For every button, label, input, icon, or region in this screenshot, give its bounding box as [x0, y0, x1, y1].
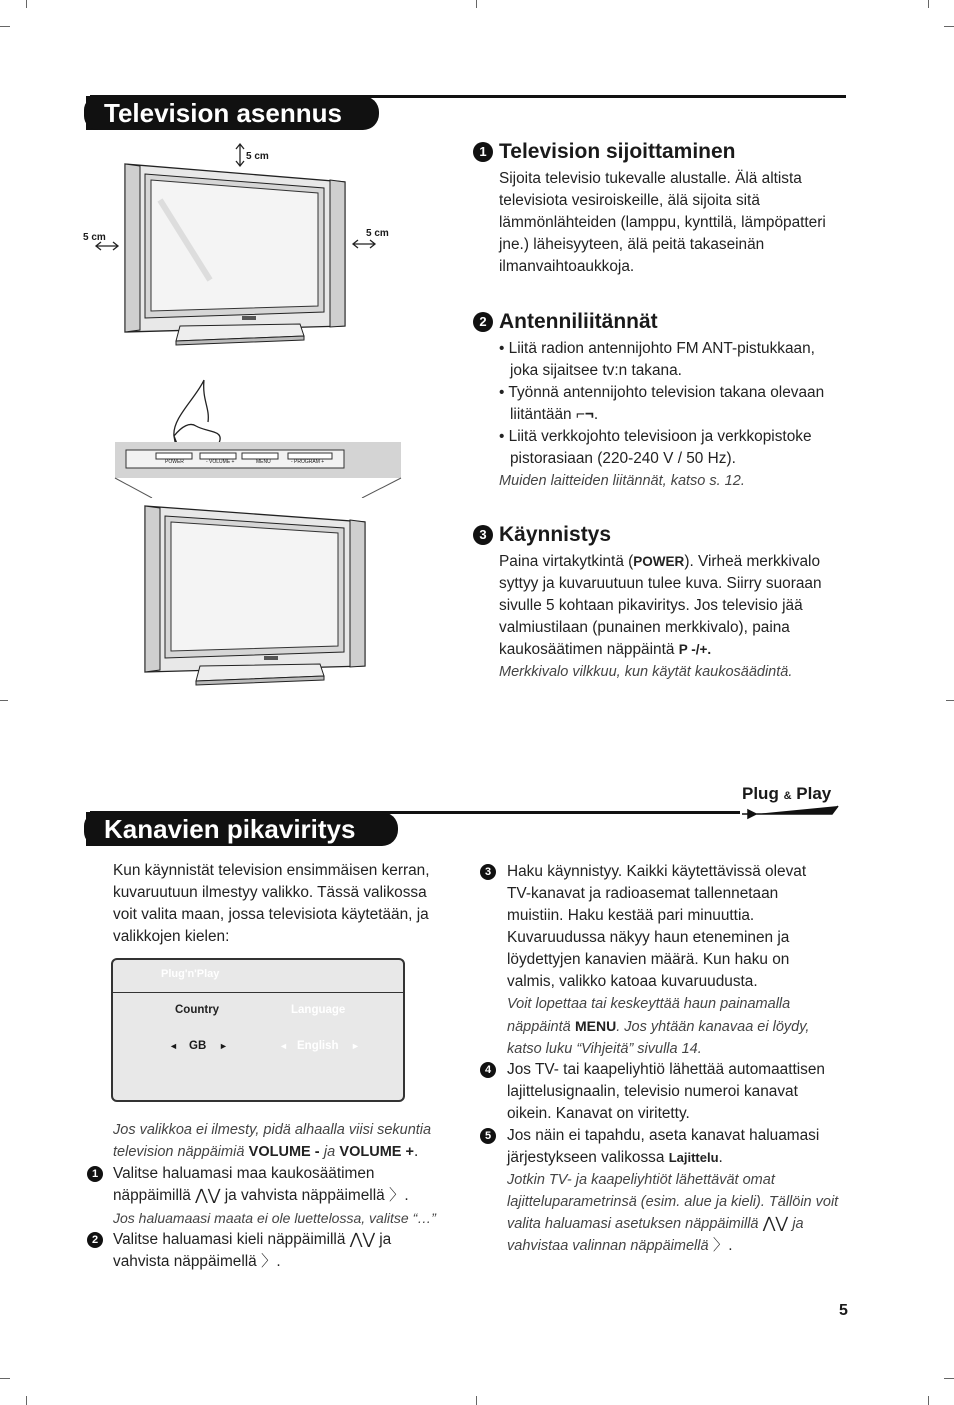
- logo-text: Plug: [742, 784, 779, 803]
- panel-program-label: - PROGRAM +: [291, 459, 325, 465]
- menu-header: [113, 960, 403, 993]
- text-run: kaukosäätimen näppäintä: [499, 641, 675, 658]
- text-run: valita haluamasi asetuksen näppäimillä: [507, 1216, 759, 1232]
- note-line: [113, 1141, 431, 1163]
- text-run: .: [276, 1253, 281, 1270]
- text-line: • Liitä verkkojohto televisioon ja verkkopistoke: [499, 428, 812, 445]
- text-line: sivulle 5 kohtaan pikaviritys. Jos televisio jää: [499, 597, 803, 614]
- text-run: P -/+.: [678, 642, 712, 657]
- step-1-number: 1: [87, 1166, 103, 1182]
- plug-icon: [740, 804, 844, 820]
- section-title: [86, 812, 398, 846]
- menu-country-label: Country: [175, 1004, 220, 1016]
- text-run: ja: [792, 1216, 804, 1232]
- step-3-number: 3: [480, 864, 496, 880]
- menu-language-label: Language: [291, 1004, 346, 1016]
- text-run: VOLUME +: [339, 1144, 414, 1160]
- arrow-right-icon: ►: [219, 1041, 228, 1051]
- note-line: [507, 1213, 838, 1235]
- note-line: Jotkin TV- ja kaapeliyhtiöt lähettävät omat: [507, 1172, 775, 1188]
- step-2-number: 2: [87, 1232, 103, 1248]
- panel-power-label: POWER: [165, 459, 184, 465]
- text-run: VOLUME -: [248, 1144, 320, 1160]
- text-line: TV-kanavat ja radioasemat tallennetaan: [507, 885, 779, 902]
- text-line: pistorasiaan (220-240 V / 50 Hz).: [510, 450, 736, 467]
- panel-menu-label: MENU: [256, 459, 271, 465]
- step-3-text: [507, 861, 809, 1060]
- text-line: • Liitä radion antennijohto FM ANT-pistukkaan,: [499, 340, 815, 357]
- up-down-arrows-icon: ⋀⋁: [195, 1187, 221, 1204]
- text-line: Haku käynnistyy. Kaikki käytettävissä olevat: [507, 863, 807, 880]
- right-arrow-icon: 〉: [388, 1187, 405, 1204]
- logo-text: &: [783, 790, 792, 802]
- text-line: [113, 1229, 391, 1251]
- text-line: [113, 1185, 436, 1207]
- text-line: [499, 404, 824, 426]
- step-4-number: 4: [480, 1062, 496, 1078]
- text-line: valikkojen kielen:: [113, 928, 230, 945]
- up-down-arrows-icon: ⋀⋁: [762, 1215, 789, 1232]
- note-line: Muiden laitteiden liitännät, katso s. 12.: [499, 473, 745, 489]
- page-number: 5: [839, 1302, 848, 1319]
- up-down-arrows-icon: ⋀⋁: [349, 1231, 375, 1248]
- text-line: löydettyjen kanavien määrä. Kun haku on: [507, 951, 790, 968]
- crop-mark: [26, 0, 27, 8]
- clearance-right-label: 5 cm: [366, 228, 389, 239]
- step-4-text: [507, 1059, 825, 1125]
- text-line: lajittelusignaalin, televisio numeroi kanavat: [507, 1083, 798, 1100]
- right-arrow-icon: 〉: [712, 1237, 729, 1254]
- text-line: valmis, valikko katoaa kuvaruudusta.: [507, 973, 758, 990]
- text-line: jne.) läheisyyteen, älä peitä takaseinän: [499, 236, 765, 253]
- step-2-text: [113, 1229, 391, 1273]
- text-line: oikein. Kanavat on viritetty.: [507, 1105, 690, 1122]
- menu-title: Plug'n'Play: [161, 968, 220, 980]
- section-title: [86, 96, 379, 130]
- text-line: Kun käynnistät television ensimmäisen kerran,: [113, 862, 430, 879]
- text-run: vahvistaa valinnan näppäimellä: [507, 1238, 709, 1254]
- text-line: joka sijaitsee tv:n takana.: [510, 362, 682, 379]
- crop-mark: [0, 1378, 10, 1379]
- text-run: näppäimillä: [113, 1187, 191, 1204]
- note-line: Voit lopettaa tai keskeyttää haun painamalla: [507, 996, 791, 1012]
- item-3-heading-text: Käynnistys: [499, 523, 612, 546]
- item-3-heading: [473, 523, 611, 547]
- tv-placement-diagram: [80, 140, 410, 350]
- menu-note: [113, 1119, 431, 1163]
- text-run: liitäntään: [510, 406, 572, 423]
- text-line: Jos TV- tai kaapeliyhtiö lähettää automaattisen: [507, 1061, 825, 1078]
- note-line: [507, 1235, 838, 1257]
- item-2-number: 2: [473, 312, 493, 332]
- text-run: järjestykseen valikossa: [507, 1149, 665, 1166]
- note-line: Jos valikkoa ei ilmesty, pidä alhaalla viisi sekuntia: [113, 1122, 432, 1138]
- section-title-text: Kanavien pikaviritys: [104, 814, 356, 844]
- item-1-number: 1: [473, 142, 493, 162]
- text-run: Lajittelu: [668, 1150, 719, 1165]
- text-line: syttyy ja kuvaruutuun tulee kuva. Siirry suoraan: [499, 575, 822, 592]
- crop-mark: [0, 700, 8, 701]
- intro-text: [113, 860, 430, 948]
- clearance-top-label: 5 cm: [246, 151, 269, 162]
- note-line: katso luku “Vihjeitä” sivulla 14.: [507, 1041, 702, 1057]
- text-line: Jos näin ei tapahdu, aseta kanavat haluamasi: [507, 1127, 820, 1144]
- text-line: [499, 639, 822, 661]
- tv-front-diagram: [140, 500, 380, 690]
- text-line: [499, 551, 822, 573]
- menu-language-value: English: [297, 1040, 339, 1052]
- step-5-text: [507, 1125, 838, 1257]
- item-3-number: 3: [473, 525, 493, 545]
- text-run: MENU: [574, 1018, 617, 1034]
- item-1-heading: [473, 140, 736, 164]
- text-line: Valitse haluamasi maa kaukosäätimen: [113, 1165, 375, 1182]
- note-line: lajitteluparametrinsä (esim. alue ja kieli). Tällöin voit: [507, 1194, 839, 1210]
- text-run: television näppäimiä: [113, 1144, 245, 1160]
- text-run: POWER: [633, 554, 685, 569]
- text-line: Sijoita televisio tukevalle alustalle. Älä altista: [499, 170, 802, 187]
- item-1-body: [499, 168, 826, 278]
- item-1-heading-text: Television sijoittaminen: [499, 140, 736, 163]
- arrow-right-icon: ►: [351, 1041, 360, 1051]
- text-run: näppäintä: [507, 1019, 571, 1035]
- text-line: Kuvaruudussa näkyy haun eteneminen ja: [507, 929, 790, 946]
- control-panel-diagram: [112, 378, 404, 498]
- text-line: kuvaruutuun ilmestyy valikko. Tässä valikossa: [113, 884, 427, 901]
- plug-n-play-menu: [111, 958, 405, 1102]
- arrow-left-icon: ◄: [169, 1041, 178, 1051]
- crop-mark: [476, 0, 477, 8]
- text-run: ja: [323, 1144, 336, 1160]
- item-2-heading-text: Antenniliitännät: [499, 310, 658, 333]
- text-line: televisiota vesiroiskeille, älä sijoita sitä: [499, 192, 760, 209]
- arrow-left-icon: ◄: [279, 1041, 288, 1051]
- text-line: muistiin. Haku kestää pari minuuttia.: [507, 907, 755, 924]
- text-run: . Jos yhtään kanavaa ei löydy,: [616, 1019, 810, 1035]
- text-line: [113, 1251, 391, 1273]
- text-run: .: [593, 406, 599, 423]
- menu-country-value: GB: [189, 1040, 207, 1052]
- crop-mark: [0, 26, 10, 27]
- item-2-heading: [473, 310, 658, 334]
- crop-mark: [928, 0, 929, 8]
- text-run: vahvista näppäimellä: [113, 1253, 257, 1270]
- note-line: Merkkivalo vilkkuu, kun käytät kaukosäädintä.: [499, 664, 793, 680]
- text-line: lämmönlähteiden (lamppu, kynttilä, lämpöpatteri: [499, 214, 826, 231]
- text-line: [507, 1147, 838, 1169]
- note-line: Jos haluamaasi maata ei ole luettelossa, valitse “…”: [113, 1210, 436, 1226]
- crop-mark: [944, 1378, 954, 1379]
- text-run: .: [404, 1187, 409, 1204]
- text-line: valmiustilaan (punainen merkkivalo), paina: [499, 619, 790, 636]
- item-3-body: [499, 551, 822, 683]
- step-5-number: 5: [480, 1128, 496, 1144]
- text-run: ja: [379, 1231, 392, 1248]
- crop-mark: [26, 1396, 27, 1405]
- text-run: .: [413, 1143, 419, 1160]
- text-run: .: [728, 1237, 733, 1254]
- crop-mark: [944, 26, 954, 27]
- text-run: .: [718, 1149, 723, 1166]
- text-line: ilmanvaihtoaukkoja.: [499, 258, 635, 275]
- section-title-text: Television asennus: [104, 98, 342, 128]
- crop-mark: [946, 700, 954, 701]
- crop-mark: [476, 1396, 477, 1405]
- text-run: ja vahvista näppäimellä: [224, 1187, 385, 1204]
- clearance-left-label: 5 cm: [83, 232, 106, 243]
- text-run: Valitse haluamasi kieli näppäimillä: [113, 1231, 346, 1248]
- text-line: voit valita maan, jossa televisiota käytetään, ja: [113, 906, 429, 923]
- text-run: ). Virheä merkkivalo: [684, 553, 821, 570]
- item-2-body: [499, 338, 824, 492]
- plug-and-play-logo: [742, 784, 831, 804]
- text-line: • Työnnä antennijohto television takana olevaan: [499, 384, 825, 401]
- antenna-socket-icon: ⌐¬: [575, 406, 594, 423]
- panel-volume-label: - VOLUME +: [206, 459, 235, 465]
- text-run: Paina virtakytkintä (: [499, 553, 634, 570]
- step-1-text: [113, 1163, 436, 1229]
- logo-text: Play: [796, 784, 832, 803]
- right-arrow-icon: 〉: [261, 1253, 277, 1270]
- crop-mark: [928, 1396, 929, 1405]
- note-line: [507, 1015, 809, 1038]
